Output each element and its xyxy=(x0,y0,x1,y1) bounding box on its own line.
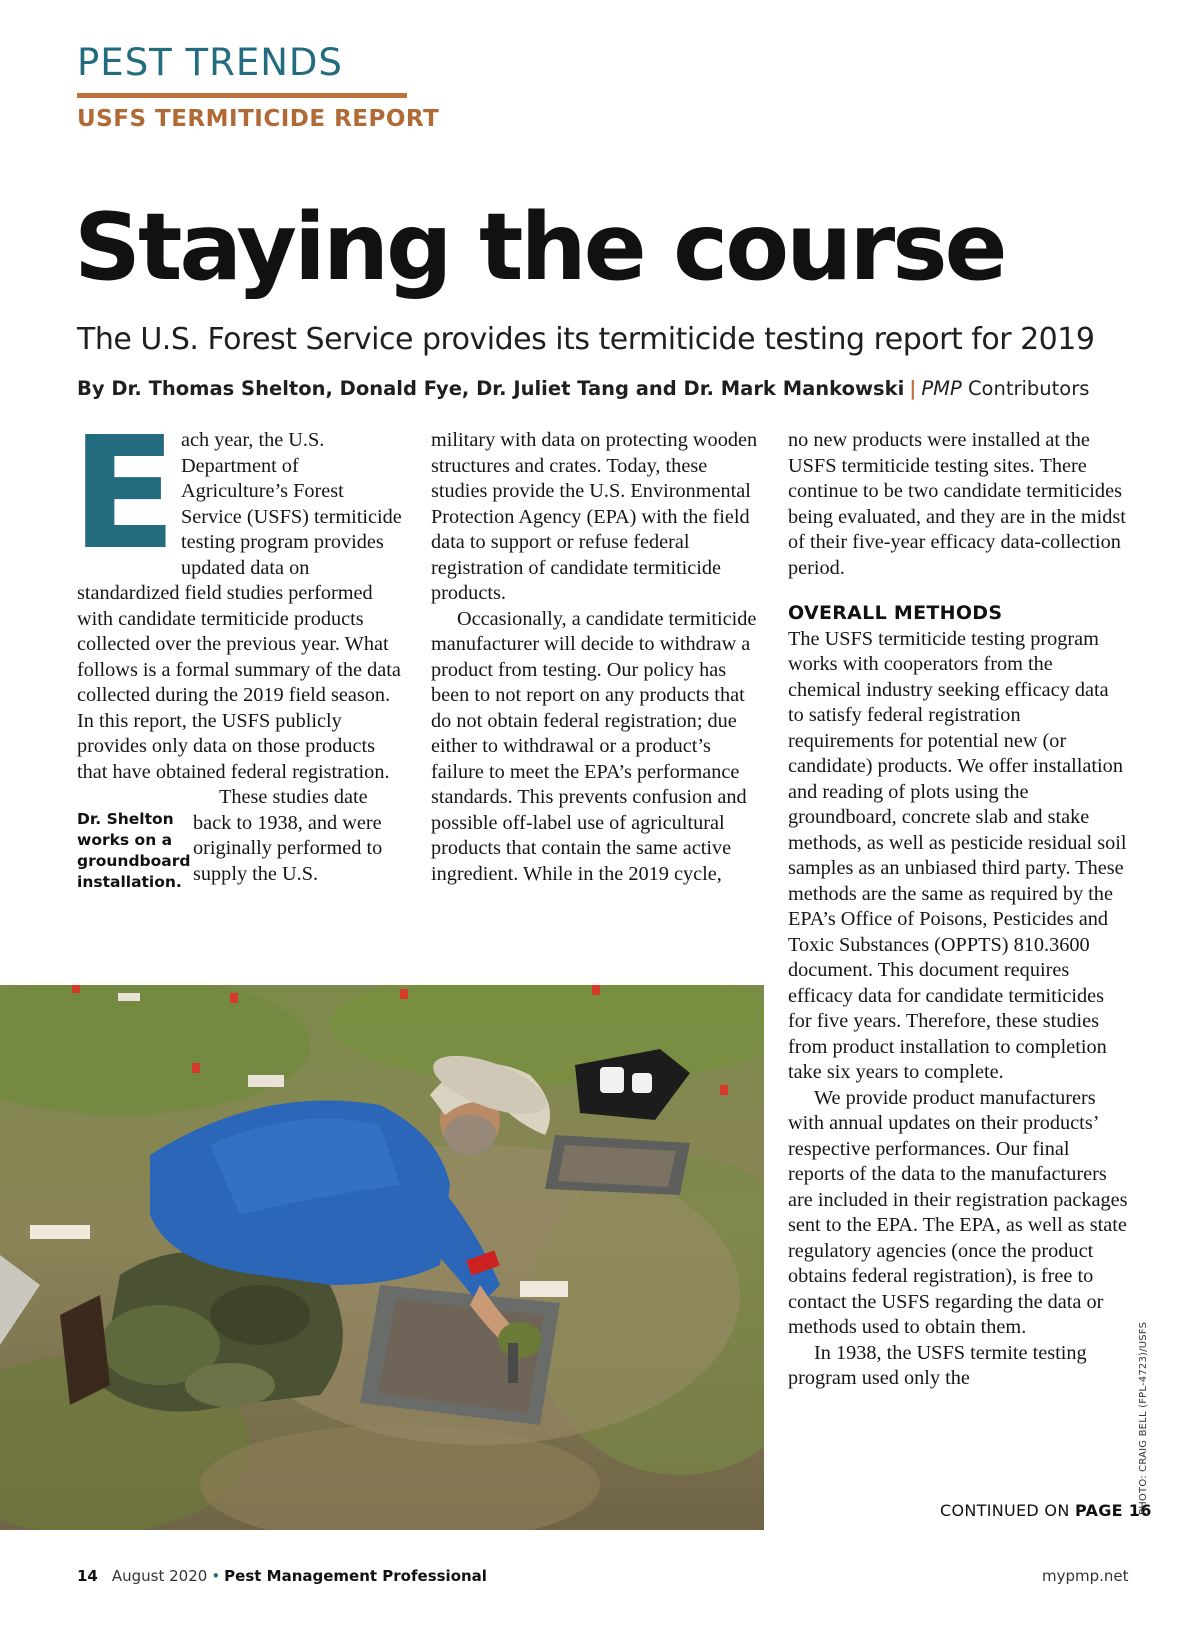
byline-authors: By Dr. Thomas Shelton, Donald Fye, Dr. Juliet Tang and Dr. Mark Mankowski xyxy=(77,377,905,400)
dropcap-letter: E xyxy=(71,403,177,584)
col3-paragraph-2: The USFS termiticide testing program works with cooperators from the chemical industry seeking efficacy data to satisfy federal registration requirements for potential new (or candidate) products. We offer installation and reading of plots using the groundboard, concrete slab and stake methods, as well as pesticide residual soil samples as an unbiased third party. These methods are the same as required by the EPA’s Office of Poisons, Pesticides and Toxic Substances (OPPTS) 810.3600 document. This document requires efficacy data for candidate termiticides for five years. Therefore, these studies from product installation to completion take six years to complete. xyxy=(788,627,1127,1083)
byline-separator: | xyxy=(909,377,917,400)
issue-date: August 2020 xyxy=(111,1567,208,1585)
headline: Staying the course xyxy=(74,193,1005,301)
byline-magazine: PMP xyxy=(921,377,962,400)
col3-paragraph-3: We provide product manufacturers with annual updates on their products’ respective performances. Our final reports of the data to the manufacturers are included in their registration packages sent to the EPA. The EPA, as well as state regulatory agencies (once the product obtains federal registration), is free to contact the USFS regarding the data or methods used to obtain them. xyxy=(788,1086,1128,1338)
article-photo xyxy=(0,985,764,1530)
dropcap xyxy=(71,403,177,584)
continued-note xyxy=(940,1501,1152,1520)
field-worker-photo xyxy=(0,985,764,1530)
page-number: 14 xyxy=(77,1567,98,1585)
footer-bullet: • xyxy=(211,1567,221,1585)
col3-paragraph-4: In 1938, the USFS termite testing program used only the xyxy=(788,1341,1087,1389)
col2-paragraph-1: military with data on protecting wooden structures and crates. Today, these studies provide the U.S. Environmental Protection Agency (EPA) with the field data to support or refuse federal registration of candidate termiticide products. xyxy=(431,429,758,604)
website-link[interactable]: mypmp.net xyxy=(1042,1567,1129,1585)
footer-left xyxy=(77,1567,487,1585)
section-label: PEST TRENDS xyxy=(77,41,343,84)
byline-role: Contributors xyxy=(967,377,1090,400)
column-3 xyxy=(788,428,1128,1392)
continued-page: PAGE 16 xyxy=(1074,1501,1152,1520)
deck: The U.S. Forest Service provides its termiticide testing report for 2019 xyxy=(77,322,1095,357)
column-2 xyxy=(431,428,765,887)
section-rule xyxy=(77,93,407,98)
byline xyxy=(77,376,1089,401)
section-heading: OVERALL METHODS xyxy=(788,602,1003,624)
subsection-label: USFS TERMITICIDE REPORT xyxy=(77,106,440,132)
col3-paragraph-1: no new products were installed at the USFS termiticide testing sites. There continue to be two candidate termiticides being evaluated, and they are in the midst of their five-year efficacy data-collection period. xyxy=(788,429,1126,579)
col2-paragraph-2: Occasionally, a candidate termiticide manufacturer will decide to withdraw a product from testing. Our policy has been to not report on any products that do not obtain federal registration; due either to withdrawal or a product’s failure to meet the EPA’s performance standards. This prevents confusion and possible off-label use of agricultural products that contain the same active ingredient. While in the 2019 cycle, xyxy=(431,607,757,885)
continued-prefix: CONTINUED ON xyxy=(940,1501,1070,1520)
photo-caption: Dr. Shelton works on a groundboard installation. xyxy=(77,810,191,891)
publication-name: Pest Management Professional xyxy=(224,1567,487,1585)
col1-paragraph-1: ach year, the U.S. Department of Agriculture’s Forest Service (USFS) termiticide testing program provides updated data on standardized field studies performed with candidate termiticide products collected over the previous year. What follows is a formal summary of the data collected during the 2019 field season. In this report, the USFS publicly provides only data on those products that have obtained federal registration. xyxy=(77,429,402,783)
photo-credit: PHOTO: CRAIG BELL (FPL-4723)/USFS xyxy=(1138,1321,1149,1515)
column-1 xyxy=(71,403,409,893)
col1-paragraph-2: These studies date back to 1938, and were originally performed to supply the U.S. xyxy=(193,786,383,885)
